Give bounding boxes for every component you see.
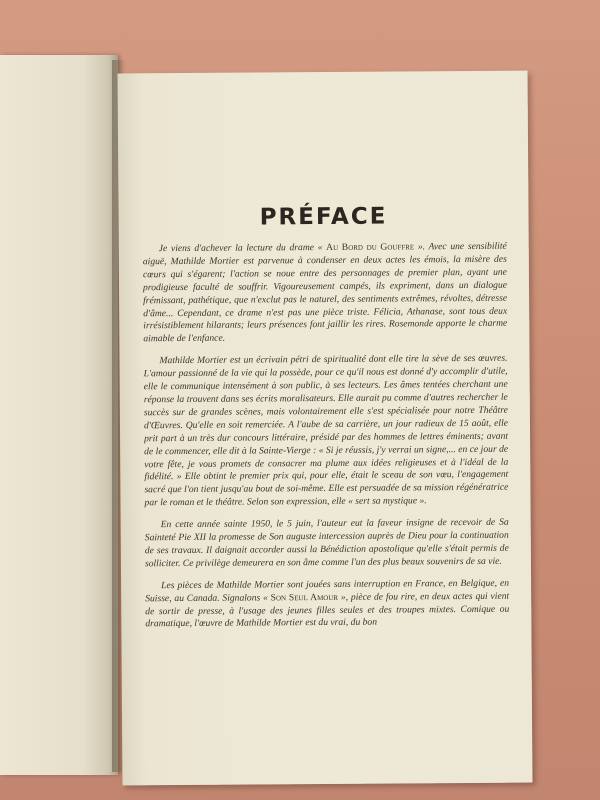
paragraph xyxy=(143,353,508,510)
text-segment: Je viens d'achever la lecture du drame « xyxy=(158,241,327,255)
text-segment: En cette année sainte 1950, le 5 juin, l'auteur eut la faveur insigne de recevoir de Sa Sainteté Pie XII la promesse de Son auguste intercession auprès de Dieu pour la continuation de ses travaux. Il daignait accorder aussi la Bénédiction apostolique qu'elle s'était permis de solliciter. Ce privilège demeurera en son âme comme l'un des plus beaux souvenirs de sa vie. xyxy=(144,516,509,570)
paragraph xyxy=(145,577,509,631)
text-segment: Mathilde Mortier est un écrivain pétri de spiritualité dont elle tire la sève de ses œuvres. L'amour passionné de la vie qui la possède, pour ce qu'il nous est donné d'y accomplir d'utile, elle le communique intensément à son public, à ses lecteurs. Les âmes tentées cherchant une réponse la trouvent dans ses écrits moralisateurs. Elle aurait pu comme d'autres rechercher le succès sur de grandes scènes, mais volontairement elle s'est spécialisée pour notre Théâtre d'Œuvres. Qu'elle en soit remerciée. A l'aube de sa carrière, un jour radieux de 15 août, elle prit part à un très dur concours littéraire, présidé par des hommes de lettres éminents; avant de le commencer, elle dit à la Sainte-Vierge : « Si je réussis, j'y verrai un signe,... en ce jour de votre fête, je vous promets de consacrer ma plume aux idées religieuses et à l'idéal de la fidélité. » Elle obtint le premier prix qui, pour elle, était le sceau de son vœu, l'engagement sacré que l'on tient jusqu'au bout de soi-même. Elle est persuadée de sa mission régénératrice par le roman et le théâtre. Selon son expression, elle « sert sa mystique ». xyxy=(143,352,509,509)
text-segment: », pièce de fou rire, en deux actes qui vient de sortir de presse, à l'usage des jeunes filles seules et des troupes mixtes. Comique ou dramatique, l'œuvre de Mathilde Mortier est du vrai, du bon xyxy=(145,590,510,630)
left-page xyxy=(0,55,118,775)
play-title: Au Bord du Gouffre xyxy=(326,241,415,253)
preface-body xyxy=(143,241,510,641)
paragraph xyxy=(145,517,509,571)
play-title: Son Seul Amour xyxy=(270,591,339,604)
page-title: PRÉFACE xyxy=(259,203,388,231)
text-segment: ». Avec une sensibilité aiguë, Mathilde Mortier est parvenue à condenser en deux actes les émois, la misère des cœurs qui s'égarent; l'action se noue entre des personnages de premier plan, ayant une prodigieuse faculté de souffrir. Vigoureusement campés, ils expriment, dans un dialogue frémissant, pathétique, que n'exclut pas le naturel, des sentiments extrêmes, révoltes, détresse d'âme... Cependant, ce drame n'est pas une pièce triste. Félicia, Athanase, sont tous deux irrésistiblement hilarants; leurs présences font jaillir les rires. Rosemonde apporte le charme aimable de l'enfance. xyxy=(142,240,508,345)
right-page xyxy=(118,71,533,786)
paragraph xyxy=(143,241,508,347)
text-segment: Les pièces de Mathilde Mortier sont jouées sans interruption en France, en Belgique, en Suisse, au Canada. Signalons « xyxy=(145,577,510,604)
